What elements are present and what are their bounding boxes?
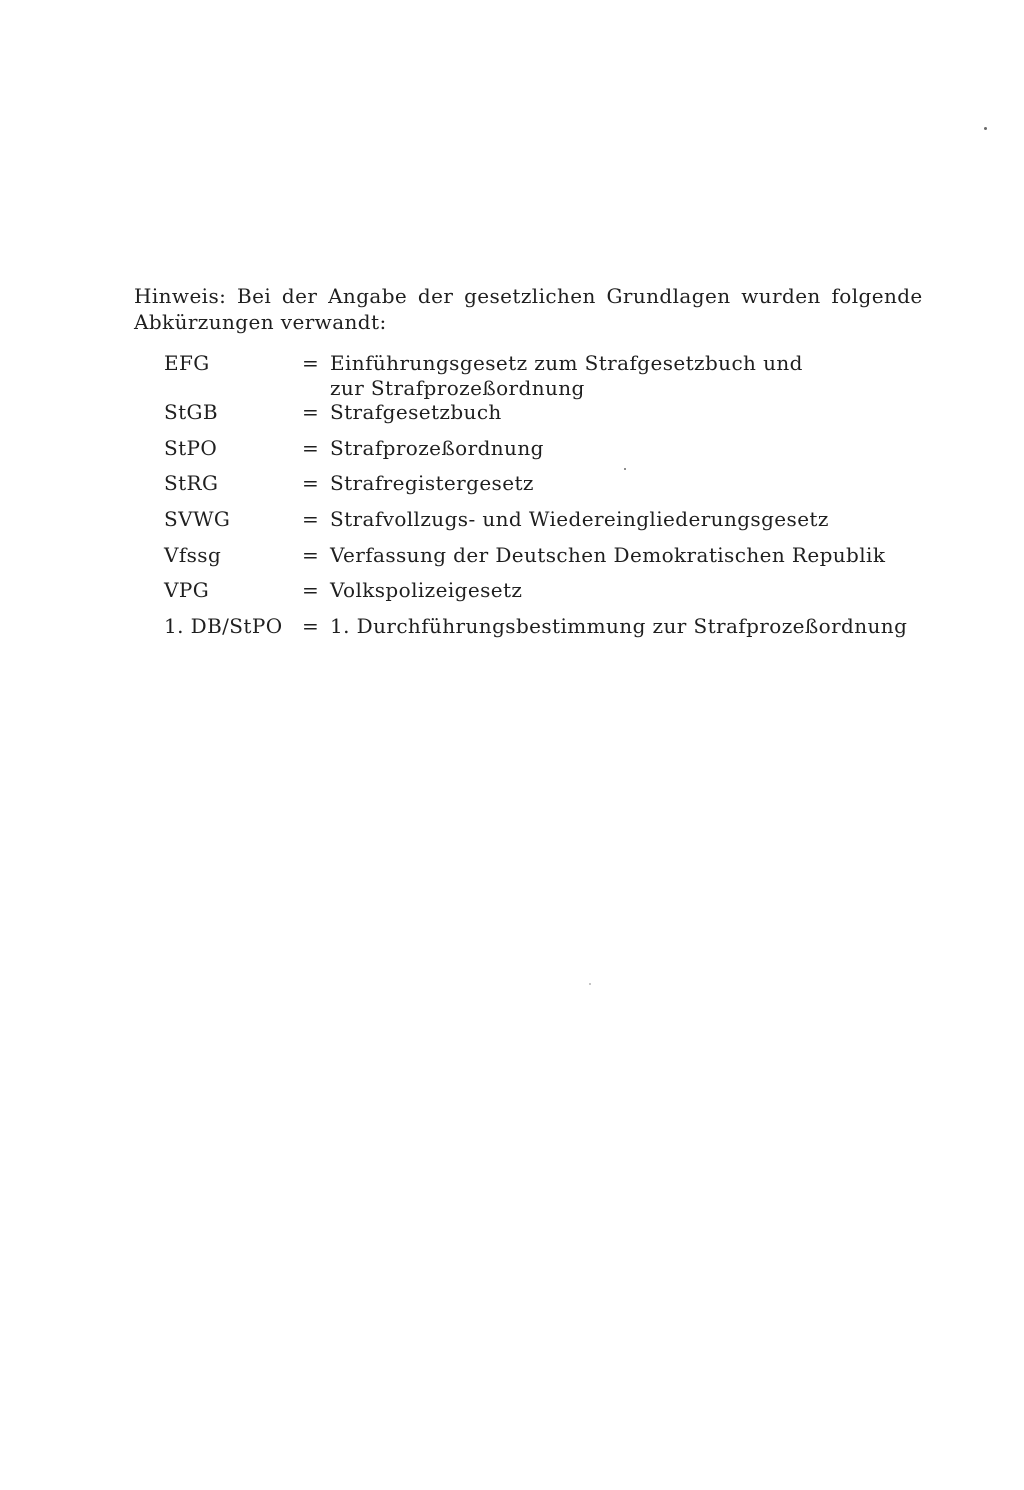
abbreviation-definition-continued: zur Strafprozeßordnung <box>330 376 585 400</box>
scan-speck <box>589 983 591 985</box>
equals-sign: = <box>302 543 320 567</box>
abbreviation-term: VPG <box>164 578 210 602</box>
abbreviation-term: EFG <box>164 351 210 375</box>
abbreviation-definition: Strafgesetzbuch <box>330 400 502 424</box>
equals-sign: = <box>302 351 320 375</box>
abbreviation-definition: Strafregistergesetz <box>330 471 534 495</box>
equals-sign: = <box>302 436 320 460</box>
scan-speck <box>984 127 987 130</box>
abbreviation-term: SVWG <box>164 507 231 531</box>
abbreviation-term: StPO <box>164 436 218 460</box>
abbreviation-definition: Einführungsgesetz zum Strafgesetzbuch und <box>330 351 803 375</box>
abbreviation-term: 1. DB/StPO <box>164 614 283 638</box>
abbreviation-definition: Verfassung der Deutschen Demokratischen Republik <box>330 543 886 567</box>
abbreviation-definition: Strafvollzugs- und Wiedereingliederungsgesetz <box>330 507 829 531</box>
abbreviation-definition: 1. Durchführungsbestimmung zur Strafprozeßordnung <box>330 614 908 638</box>
note-line-1: Hinweis: Bei der Angabe der gesetzlichen Grundlagen wurden folgende <box>134 284 923 308</box>
note-line-2: Abkürzungen verwandt: <box>134 310 387 334</box>
scan-speck <box>624 468 626 470</box>
equals-sign: = <box>302 614 320 638</box>
abbreviation-term: Vfssg <box>164 543 222 567</box>
abbreviation-term: StGB <box>164 400 219 424</box>
equals-sign: = <box>302 578 320 602</box>
equals-sign: = <box>302 507 320 531</box>
equals-sign: = <box>302 400 320 424</box>
abbreviation-definition: Strafprozeßordnung <box>330 436 544 460</box>
abbreviation-definition: Volkspolizeigesetz <box>330 578 523 602</box>
equals-sign: = <box>302 471 320 495</box>
abbreviation-term: StRG <box>164 471 219 495</box>
